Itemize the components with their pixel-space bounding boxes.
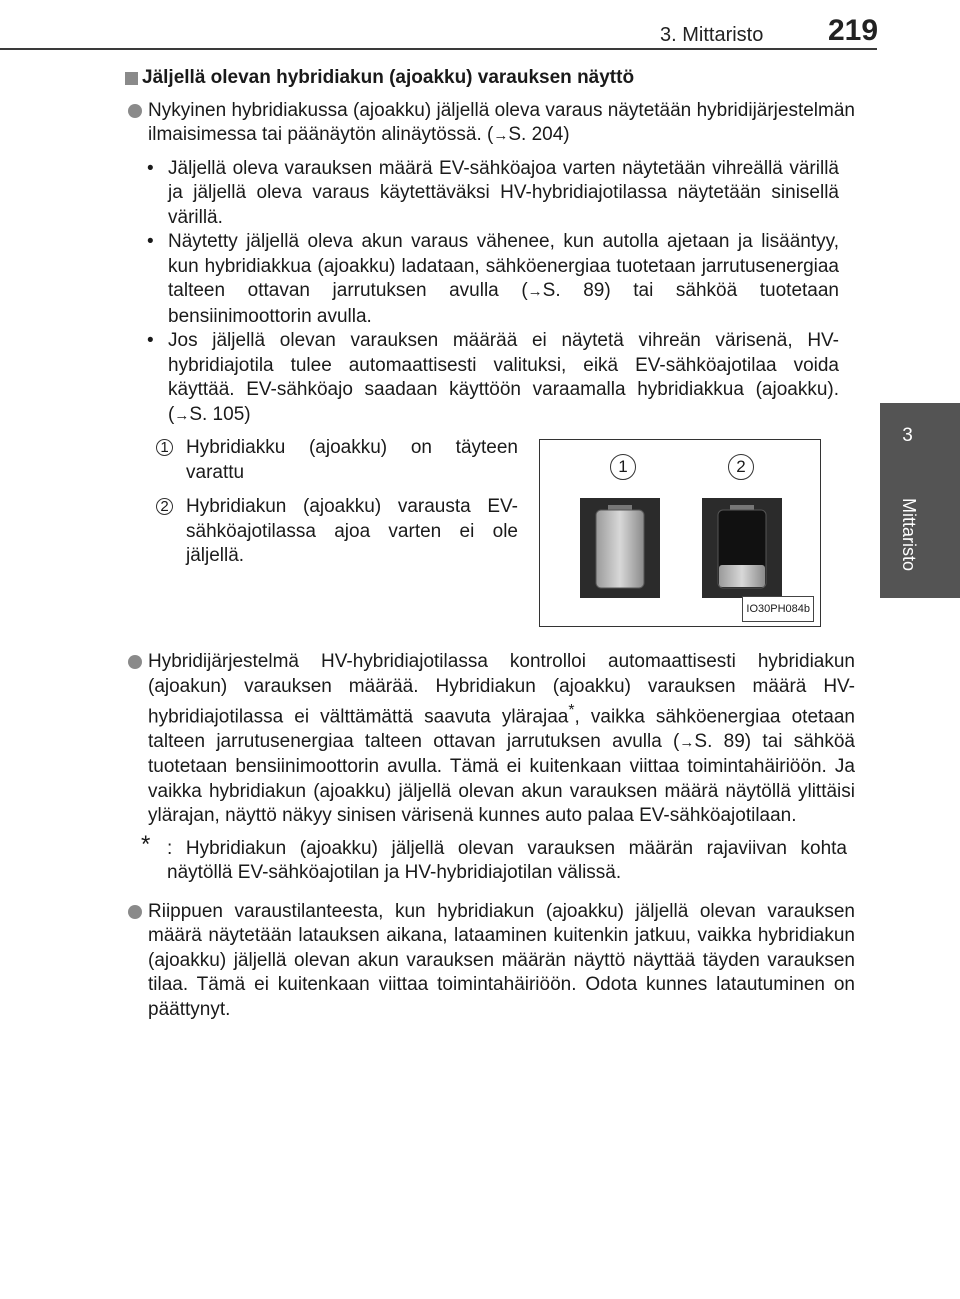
figure-legend [148,436,518,579]
figure-block [127,436,855,638]
page-content [127,66,855,1030]
chapter-tab[interactable] [880,403,960,598]
page-number: 219 [828,14,879,47]
header-rule [0,48,877,50]
paragraph-text: tai sähköä tuotetaan bensiinimoottorin avulla. Tämä ei kuitenkaan viittaa toimintahäiriöön. Ja vaikka hybridiakun (ajoakku) jäljellä olevan akun varauksen määrä näytöllä ylittäisi ylärajan, näyttö näkyy sinisen värisenä kunnes auto palaa EV-sähköajotilaan. [148,730,855,827]
battery-illustration [539,439,821,627]
running-head: 3. Mittaristo [660,24,764,46]
bullet-dot-icon: • [147,231,154,252]
paragraph [127,900,855,1023]
list-item [147,230,839,329]
legend-number: 2 [156,498,173,515]
arrow-icon: → [174,406,190,424]
arrow-icon: → [679,733,695,751]
section-title: Jäljellä olevan hybridiakun (ajoakku) varauksen näyttö [142,67,635,88]
paragraph [127,650,855,829]
battery-low-icon [702,498,782,598]
section-heading [127,66,855,91]
legend-text: Hybridiakku (ajoakku) on täyteen varattu [186,437,518,483]
chapter-tab-number: 3 [902,425,913,446]
figure-label: 2 [728,454,754,480]
circle-bullet-icon [128,905,142,919]
figure-label: 1 [610,454,636,480]
bullet-dot-icon: • [147,157,154,179]
paragraph-text: , vaikka sähköenergiaa otetaan talteen jarrutusenergiaa talteen ottavan jarrutuksen avulla ( [148,706,855,752]
legend-text: Hybridiakun (ajoakku) varausta EV-sähköajotilassa ajoa varten ei ole jäljellä. [186,496,518,566]
paragraph-text: Riippuen varaustilanteesta, kun hybridiakun (ajoakku) jäljellä olevan varauksen määrä näytetään latauksen aikana, lataaminen kuitenkin jatkuu, vaikka hybridiakun (ajoakku) jäljellä olevan akun varauksen määrän näyttö näyttää täyden varauksen tilaa. Tämä ei kuitenkaan viittaa toimintahäiriöön. Odota kunnes latautuminen on päättynyt. [148,900,855,1020]
list-item-text: Jäljellä oleva varauksen määrä EV-sähköajoa varten näytetään vihreällä värillä ja jäljellä oleva varaus käytettäväksi HV-hybridiajotilassa näytetään sinisellä värillä. [168,157,839,228]
bullet-dot-icon: • [147,330,154,351]
circle-bullet-icon [128,104,142,118]
footnote-star: * [141,830,151,858]
list-item-text: Jos jäljellä olevan varauksen määrää ei näytetä vihreän värisenä, HV-hybridiajotila tulee automaattisesti valituksi, eikä EV-sähköajotilaa voida käyttää. EV-sähköajo saadaan käyttöön varaamalla hybridiakkua (ajoakku). ( [168,330,839,425]
arrow-icon: → [527,283,543,300]
list-item-text: Näytetty jäljellä oleva akun varaus vähenee, kun autolla ajetaan ja lisääntyy, kun hybridiakkua (ajoakku) ladataan, sähköenergiaa tuotetaan jarrutusenergiaa talteen ottavan jarrutuksen avulla ( [168,231,839,301]
page-ref-link[interactable]: S. 105) [189,403,251,425]
circle-bullet-icon [128,655,142,669]
list-item [147,157,839,231]
bullet-list [147,157,839,429]
legend-number: 1 [156,439,173,456]
battery-full-icon [580,498,660,598]
square-bullet-icon [125,72,138,85]
figure-code: IO30PH084b [742,596,814,623]
page-ref-link[interactable]: S. 89) [542,280,611,301]
list-item [147,329,839,428]
footnote [127,830,847,886]
paragraph-text: Nykyinen hybridiakussa (ajoakku) jäljellä oleva varaus näytetään hybridijärjestelmän ilmaisimessa tai päänäytön alinäytössä. ( [148,99,855,145]
arrow-icon: → [493,127,509,144]
footnote-text: : Hybridiakun (ajoakku) jäljellä olevan varauksen määrän rajaviivan kohta näytöllä EV-sähköajotilan ja HV-hybridiajotilan välissä. [167,837,847,884]
footnote-marker: * [568,702,575,719]
list-item-text: tai sähköä tuotetaan bensiinimoottorin avulla. [168,280,839,327]
page-ref-link[interactable]: S. 89) [694,730,752,752]
legend-item [148,436,518,485]
legend-item [148,495,518,569]
paragraph-text: Hybridijärjestelmä HV-hybridiajotilassa kontrolloi automaattisesti hybridiakun (ajoakun) varauksen määrää. Hybridiakun (ajoakku) varauksen määrä HV-hybridiajotilassa ei välttämättä saavuta ylärajaa [148,651,855,728]
chapter-tab-label: Mittaristo [899,498,919,572]
page-ref-link[interactable]: S. 204) [508,124,570,145]
paragraph [127,99,855,149]
